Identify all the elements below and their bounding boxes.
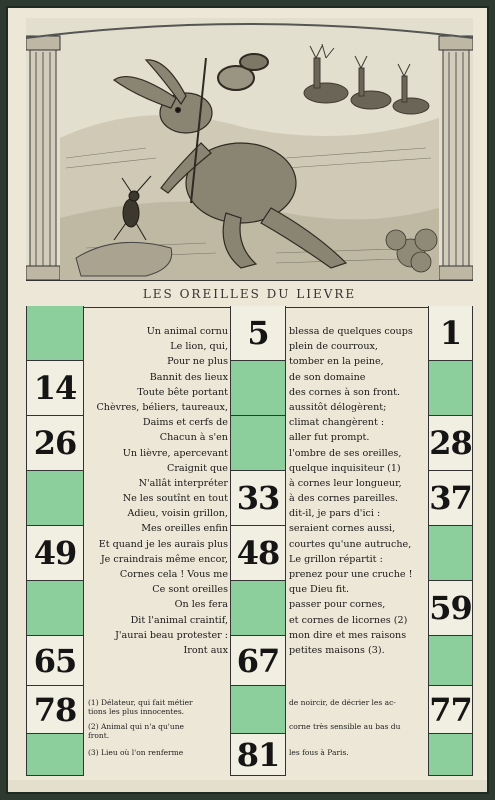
number-26: 26 <box>33 424 77 462</box>
number-48: 48 <box>236 534 280 572</box>
verse-right-line: blessa de quelques coups <box>289 326 413 337</box>
footnotes-left <box>88 698 228 757</box>
space-14 <box>27 361 83 416</box>
footnote-1b: tions les plus innocentes. <box>88 707 185 716</box>
verse-right <box>289 324 413 658</box>
verse-right-line: climat changèrent : <box>289 417 385 429</box>
footnote-1a: (1) Délateur, qui fait métier <box>88 698 193 707</box>
space-cell <box>429 636 472 686</box>
footnote-2c: corne très sensible au bas du <box>289 722 401 731</box>
verse-right-line: quelque inquisiteur (1) <box>289 462 401 474</box>
center-number-column <box>230 306 286 776</box>
verse-right-line: courtes qu'une autruche, <box>289 538 412 550</box>
number-78: 78 <box>33 690 77 729</box>
space-37 <box>429 471 472 526</box>
number-59: 59 <box>429 589 472 627</box>
verse-left <box>96 324 228 658</box>
space-1 <box>429 306 472 361</box>
space-cell <box>231 686 285 734</box>
footnotes-right <box>289 698 427 757</box>
engraving-illustration <box>26 18 473 280</box>
space-59 <box>429 581 472 636</box>
space-26 <box>27 416 83 471</box>
left-column-icon <box>26 36 60 280</box>
space-28 <box>429 416 472 471</box>
number-28: 28 <box>429 424 472 462</box>
number-77: 77 <box>429 690 472 729</box>
space-67 <box>231 636 285 686</box>
verse-left-line: Toute bête portant <box>137 386 228 398</box>
verse-left-line: Bannit des lieux <box>149 371 228 383</box>
left-number-column <box>26 306 84 776</box>
right-number-column <box>428 306 473 776</box>
verse-left-line: Un lièvre, apercevant <box>122 447 228 459</box>
verse-right-line: seraient cornes aussi, <box>289 523 396 535</box>
number-81: 81 <box>236 735 280 774</box>
space-cell <box>27 471 83 526</box>
verse-right-line: tomber en la peine, <box>289 356 384 368</box>
verse-left-line: Ne les soutînt en tout <box>122 493 228 505</box>
verse-left-line: Pour ne plus <box>167 356 228 368</box>
space-77 <box>429 686 472 734</box>
space-cell <box>231 416 285 471</box>
space-5 <box>231 306 285 361</box>
card-title: LES OREILLES DU LIEVRE <box>142 287 357 301</box>
footnote-3c: les fous à Paris. <box>289 748 349 757</box>
number-65: 65 <box>33 641 77 680</box>
verse-right-line: Le grillon répartit : <box>289 553 383 565</box>
verse-right-line: de son domaine <box>289 371 366 383</box>
number-1: 1 <box>439 314 462 352</box>
space-cell <box>27 581 83 636</box>
verse-left-line: Chèvres, béliers, taureaux, <box>96 401 228 413</box>
space-48 <box>231 526 285 581</box>
footnote-2b: front. <box>88 731 110 740</box>
verse-left-line: Chacun à s'en <box>159 432 228 444</box>
verse-left-column <box>86 324 228 664</box>
space-cell <box>231 581 285 636</box>
verse-left-line: Mes oreilles enfin <box>141 523 228 535</box>
verse-right-line: et cornes de licornes (2) <box>289 614 408 626</box>
verse-right-line: des cornes à son front. <box>289 386 401 398</box>
number-33: 33 <box>236 479 280 517</box>
verse-right-line: que Dieu fit. <box>289 584 350 596</box>
space-cell <box>429 361 472 416</box>
verse-right-line: passer pour cornes, <box>289 599 386 611</box>
verse-left-line: Craignit que <box>166 462 228 474</box>
space-65 <box>27 636 83 686</box>
title-bar <box>26 280 473 308</box>
number-14: 14 <box>33 369 77 407</box>
verse-left-line: J'aurai beau protester : <box>115 629 228 641</box>
verse-left-line: Et quand je les aurais plus <box>98 538 228 550</box>
space-33 <box>231 471 285 526</box>
verse-left-line: Cornes cela ! Vous me <box>119 569 228 580</box>
verse-right-line: à des cornes pareilles. <box>289 493 399 505</box>
number-67: 67 <box>236 641 280 680</box>
verse-right-line: prenez pour une cruche ! <box>289 569 413 580</box>
space-81 <box>231 734 285 776</box>
verse-left-line: Dit l'animal craintif, <box>130 614 228 626</box>
verse-left-line: N'allât interpréter <box>138 477 228 489</box>
space-cell <box>429 526 472 581</box>
verse-left-line: Iront aux <box>183 644 228 656</box>
right-column-icon <box>439 36 473 280</box>
verse-right-line: aussitôt délogèrent; <box>289 401 387 413</box>
verse-right-column <box>289 324 427 664</box>
verse-left-line: Je craindrais même encor, <box>100 553 228 565</box>
card-bottom-edge <box>8 780 487 792</box>
verse-left-line: On les fera <box>174 599 228 611</box>
number-37: 37 <box>429 479 472 517</box>
space-49 <box>27 526 83 581</box>
verse-right-line: mon dire et mes raisons <box>289 629 407 641</box>
space-cell <box>429 734 472 776</box>
verse-right-line: petites maisons (3). <box>289 644 385 656</box>
footnote-2a: (2) Animal qui n'a qu'une <box>88 722 184 731</box>
verse-right-line: plein de courroux, <box>289 341 378 353</box>
verse-right-line: dit-il, je pars d'ici : <box>289 508 381 520</box>
verse-right-line: l'ombre de ses oreilles, <box>289 447 402 459</box>
game-card <box>6 6 489 794</box>
space-78 <box>27 686 83 734</box>
verse-left-line: Ce sont oreilles <box>152 584 228 596</box>
number-5: 5 <box>247 314 269 352</box>
space-cell <box>27 306 83 361</box>
verse-right-line: à cornes leur longueur, <box>289 477 402 489</box>
verse-left-line: Daims et cerfs de <box>142 417 228 429</box>
footnote-1c: de noircir, de décrier les ac- <box>289 698 396 707</box>
verse-left-line: Le lion, qui, <box>170 341 228 353</box>
number-49: 49 <box>33 534 77 572</box>
footnote-3a: (3) Lieu où l'on renferme <box>88 748 184 757</box>
game-grid <box>26 306 473 776</box>
verse-left-line: Un animal cornu <box>146 326 228 337</box>
verse-right-line: aller fut prompt. <box>289 432 370 444</box>
verse-left-line: Adieu, voisin grillon, <box>127 508 228 520</box>
space-cell <box>27 734 83 776</box>
space-cell <box>231 361 285 416</box>
